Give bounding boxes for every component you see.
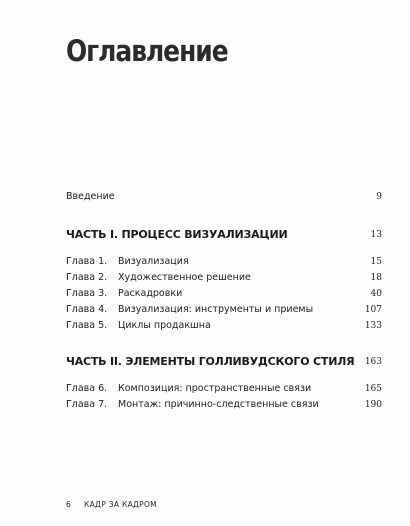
toc-chapter-number: Глава 5. [66,320,108,331]
toc-chapter-name: Циклы продакшна [118,320,211,331]
toc-part-1 [66,226,384,244]
toc-part-title: ЧАСТЬ II. ЭЛЕМЕНТЫ ГОЛЛИВУДСКОГО СТИЛЯ [66,355,355,368]
toc-chapter-name: Визуализация: инструменты и приемы [118,304,314,315]
toc-chapter-page: 107 [364,305,382,315]
toc-chapter-page: 190 [364,400,382,410]
toc-chapter-page: 133 [364,321,382,331]
toc-chapter-name: Художественное решение [118,272,251,283]
toc-chapter-number: Глава 3. [66,288,108,299]
toc-intro-page: 9 [376,192,382,202]
toc-part-page: 13 [370,230,382,240]
toc-chapter-page: 165 [364,384,382,394]
toc-chapter-name: Композиция: пространственные связи [118,383,312,394]
page-title: Оглавление [66,34,228,68]
toc-chapter-page: 15 [370,257,382,267]
toc-chapter-2 [66,270,384,286]
toc-chapter-4 [66,302,384,318]
toc-intro [66,189,384,205]
toc-chapter-name: Монтаж: причинно-следственные связи [118,399,319,410]
toc-chapter-5 [66,318,384,334]
toc-chapter-number: Глава 6. [66,383,108,394]
toc-part-title: ЧАСТЬ I. ПРОЦЕСС ВИЗУАЛИЗАЦИИ [66,228,288,241]
toc-chapter-name: Визуализация [118,256,189,267]
toc-intro-label: Введение [66,191,115,202]
toc-chapter-number: Глава 4. [66,304,108,315]
footer-book-title: КАДР ЗА КАДРОМ [84,500,157,509]
toc-part-2 [66,353,384,371]
toc-chapter-7 [66,397,384,413]
toc-chapter-number: Глава 7. [66,399,108,410]
toc-chapter-number: Глава 2. [66,272,108,283]
footer-page-number: 6 [66,500,71,509]
toc-chapter-page: 40 [370,289,382,299]
toc-chapter-number: Глава 1. [66,256,108,267]
toc-chapter-name: Раскадровки [118,288,183,299]
toc-chapter-6 [66,381,384,397]
toc-part-page: 163 [364,357,382,367]
toc-chapter-1 [66,254,384,270]
toc-chapter-page: 18 [370,273,382,283]
toc-chapter-3 [66,286,384,302]
